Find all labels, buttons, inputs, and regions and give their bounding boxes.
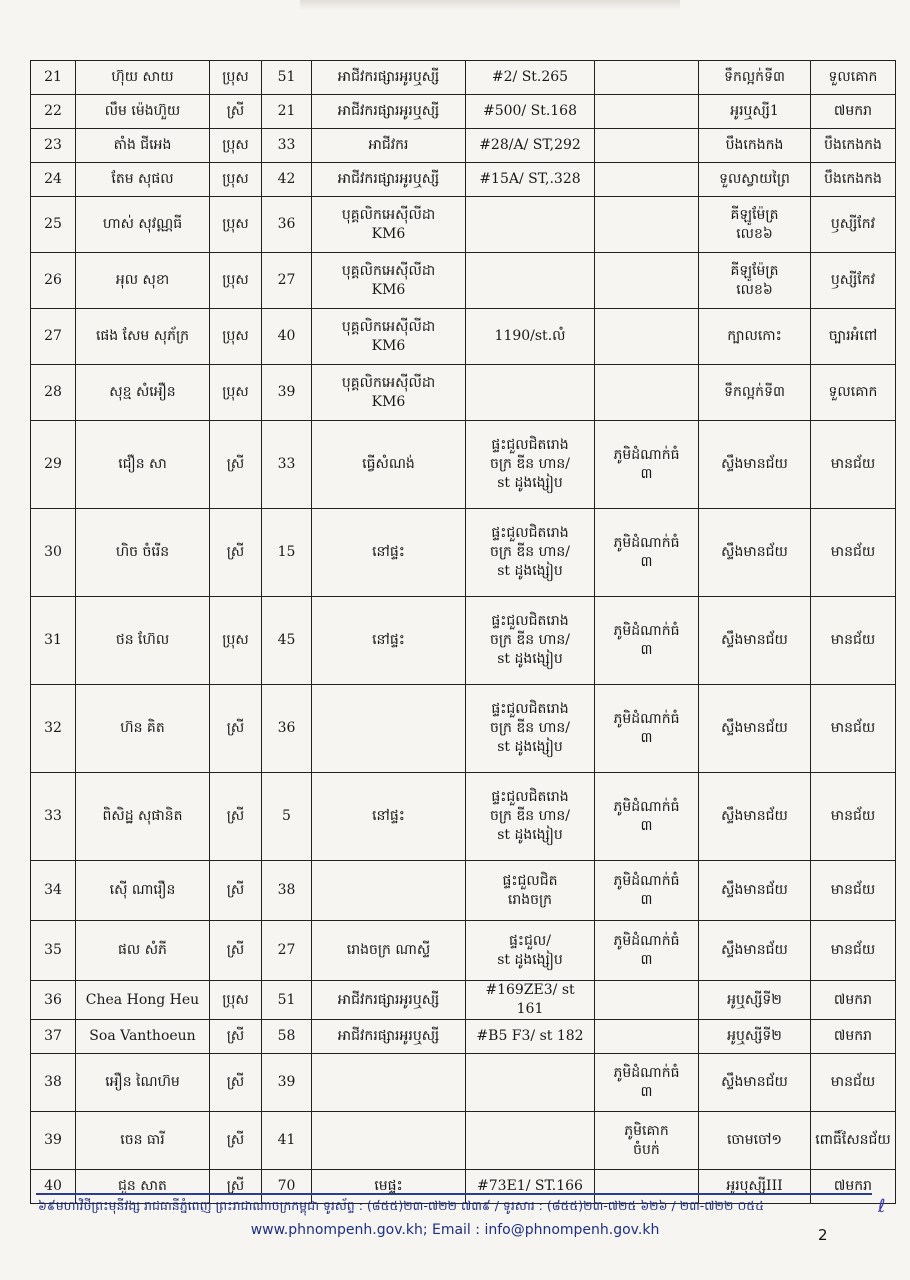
cell-address: 1190/st.លំ [466, 309, 595, 365]
cell-address: ផ្ទះជួលជិតរោង ចក្រ ឌីន ហាន/ st ដូងង្សៀប [466, 685, 595, 773]
cell-address [466, 1112, 595, 1170]
cell-address: #169ZE3/ st 161 [466, 981, 595, 1020]
cell-age: 70 [262, 1170, 312, 1204]
cell-number: 34 [31, 861, 76, 921]
cell-sex: ស្រី [210, 95, 262, 129]
cell-address [466, 365, 595, 421]
cell-age: 27 [262, 921, 312, 981]
cell-number: 38 [31, 1054, 76, 1112]
cell-sex: ប្រុស [210, 61, 262, 95]
cell-sangkat: ទឹកល្អក់ទី៣ [699, 365, 811, 421]
cell-age: 58 [262, 1020, 312, 1054]
cell-sex: ស្រី [210, 1170, 262, 1204]
cell-name: សុខ្ម សំអឿន [76, 365, 210, 421]
cell-sex: ស្រី [210, 421, 262, 509]
cell-address: ផ្ទះជួលជិតរោង ចក្រ ឌីន ហាន/ st ដូងង្សៀប [466, 597, 595, 685]
cell-number: 29 [31, 421, 76, 509]
cell-age: 45 [262, 597, 312, 685]
cell-sex: ប្រុស [210, 365, 262, 421]
cell-address [466, 253, 595, 309]
cell-sangkat: អូរឬស្សី1 [699, 95, 811, 129]
cell-occupation: បុគ្គលិកអេស៊ីលីដា KM6 [312, 309, 466, 365]
cell-address: ផ្ទះជួលជិត រោងចក្រ [466, 861, 595, 921]
cell-name: ជឿន សា [76, 421, 210, 509]
cell-age: 36 [262, 197, 312, 253]
cell-khan: មានជ័យ [811, 773, 896, 861]
table-row [31, 365, 896, 421]
cell-age: 39 [262, 365, 312, 421]
cell-age: 15 [262, 509, 312, 597]
cell-sangkat: ស្ទឹងមានជ័យ [699, 773, 811, 861]
cell-number: 21 [31, 61, 76, 95]
cell-name: Chea Hong Heu [76, 981, 210, 1020]
footer-contact: www.phnompenh.gov.kh; Email : info@phnompenh.gov.kh [250, 1222, 660, 1238]
cell-khan: បឹងកេងកង [811, 163, 896, 197]
page-number: 2 [818, 1226, 828, 1244]
cell-number: 26 [31, 253, 76, 309]
cell-khan: មានជ័យ [811, 921, 896, 981]
cell-number: 32 [31, 685, 76, 773]
footer-address: ៦៩មហាវិថីព្រះមុនីវង្ស រាជធានីភ្នំពេញ ព្រះរាជាណាចក្រកម្ពុជា ទូរស័ព្ទ : (៨៥៥)២៣-៧២២ ៧៣៩ / ទូរសារ : (៨៥៥)២៣-៧២៥ ៦២៦ / ២៣-៧២២ ០៥៤ [38, 1198, 764, 1213]
cell-village: ភូមិគោក ចំបក់ [595, 1112, 699, 1170]
cell-occupation: អាជីវករផ្សារអូរឬស្សី [312, 981, 466, 1020]
cell-name: អុល សុខា [76, 253, 210, 309]
cell-sangkat: ស្ទឹងមានជ័យ [699, 1054, 811, 1112]
cell-name: ផល សំភី [76, 921, 210, 981]
cell-khan: មានជ័យ [811, 597, 896, 685]
cell-village: ភូមិដំណាក់ធំ ៣ [595, 685, 699, 773]
cell-age: 51 [262, 61, 312, 95]
cell-age: 33 [262, 129, 312, 163]
table-row [31, 1112, 896, 1170]
cell-sangkat: ក្បាលកោះ [699, 309, 811, 365]
cell-number: 30 [31, 509, 76, 597]
cell-sex: ប្រុស [210, 597, 262, 685]
cell-age: 41 [262, 1112, 312, 1170]
cell-village [595, 365, 699, 421]
cell-age: 40 [262, 309, 312, 365]
cell-name: ហ៊ន គិត [76, 685, 210, 773]
cell-village [595, 309, 699, 365]
cell-village [595, 1020, 699, 1054]
cell-sex: ស្រី [210, 773, 262, 861]
cell-khan: ៧មករា [811, 95, 896, 129]
cell-sangkat: អូរឬស្សីIII [699, 1170, 811, 1204]
cell-address: ផ្ទះជួលជិតរោង ចក្រ ឌីន ហាន/ st ដូងង្សៀប [466, 421, 595, 509]
cell-name: ថន ហ៊ែល [76, 597, 210, 685]
cell-address: #B5 F3/ st 182 [466, 1020, 595, 1054]
cell-occupation [312, 1112, 466, 1170]
table-row [31, 861, 896, 921]
cell-number: 31 [31, 597, 76, 685]
cell-village [595, 129, 699, 163]
cell-number: 35 [31, 921, 76, 981]
cell-village [595, 197, 699, 253]
cell-name: ចេន ធារី [76, 1112, 210, 1170]
cell-sex: ស្រី [210, 685, 262, 773]
cell-number: 28 [31, 365, 76, 421]
cell-occupation: អាជីវករផ្សារអូរឬស្សី [312, 95, 466, 129]
cell-khan: ឫស្សីកែវ [811, 197, 896, 253]
cell-address: ផ្ទះជួល/ st ដូងង្សៀប [466, 921, 595, 981]
cell-number: 24 [31, 163, 76, 197]
cell-sangkat: អូឬស្សីទី២ [699, 1020, 811, 1054]
cell-village [595, 163, 699, 197]
cell-sangkat: ទួលស្វាយព្រៃ [699, 163, 811, 197]
cell-sangkat: ស្ទឹងមានជ័យ [699, 685, 811, 773]
cell-name: តែម សុផល [76, 163, 210, 197]
cell-name: ផេង សែម សុភ័ក្រ [76, 309, 210, 365]
cell-address: ផ្ទះជួលជិតរោង ចក្រ ឌីន ហាន/ st ដូងង្សៀប [466, 773, 595, 861]
cell-occupation: អាជីវករ [312, 129, 466, 163]
cell-number: 36 [31, 981, 76, 1020]
cell-village [595, 95, 699, 129]
cell-khan: ៧មករា [811, 981, 896, 1020]
cell-sangkat: ស្ទឹងមានជ័យ [699, 597, 811, 685]
cell-village [595, 981, 699, 1020]
cell-age: 39 [262, 1054, 312, 1112]
cell-number: 23 [31, 129, 76, 163]
cell-village [595, 253, 699, 309]
cell-address [466, 197, 595, 253]
cell-number: 37 [31, 1020, 76, 1054]
cell-village: ភូមិដំណាក់ធំ ៣ [595, 921, 699, 981]
cell-name: លឹម ម៉េងហ៊ួយ [76, 95, 210, 129]
cell-sangkat: បឹងកេងកង [699, 129, 811, 163]
cell-age: 51 [262, 981, 312, 1020]
cell-village: ភូមិដំណាក់ធំ ៣ [595, 597, 699, 685]
table-row [31, 309, 896, 365]
table-row [31, 421, 896, 509]
cell-occupation: អាជីវករផ្សារអូរឬស្សី [312, 1020, 466, 1054]
table-row [31, 685, 896, 773]
table-row [31, 773, 896, 861]
cell-number: 33 [31, 773, 76, 861]
cell-occupation: បុគ្គលិកអេស៊ីលីដា KM6 [312, 365, 466, 421]
cell-village: ភូមិដំណាក់ធំ ៣ [595, 421, 699, 509]
cell-sangkat: ស្ទឹងមានជ័យ [699, 421, 811, 509]
top-edge-smudge [300, 0, 680, 10]
cell-age: 42 [262, 163, 312, 197]
cell-khan: ទួលគោក [811, 365, 896, 421]
cell-address: #2/ St.265 [466, 61, 595, 95]
cell-occupation: នៅផ្ទះ [312, 597, 466, 685]
footer-divider [36, 1193, 872, 1195]
cell-number: 39 [31, 1112, 76, 1170]
cell-number: 40 [31, 1170, 76, 1204]
cell-sangkat: ស្ទឹងមានជ័យ [699, 921, 811, 981]
cell-number: 25 [31, 197, 76, 253]
cell-name: ហ៊ុយ សាយ [76, 61, 210, 95]
table-row [31, 163, 896, 197]
cell-age: 5 [262, 773, 312, 861]
cell-address: #15A/ ST,.328 [466, 163, 595, 197]
cell-address: #500/ St.168 [466, 95, 595, 129]
roster-body [31, 61, 896, 1204]
cell-khan: បឹងកេងកង [811, 129, 896, 163]
cell-sex: ប្រុស [210, 309, 262, 365]
table-row [31, 129, 896, 163]
cell-sex: ប្រុស [210, 163, 262, 197]
cell-name: ជួន សាត [76, 1170, 210, 1204]
table-row [31, 61, 896, 95]
table-row [31, 921, 896, 981]
cell-name: ពិសិដ្ឋ សុផានិត [76, 773, 210, 861]
cell-occupation: នៅផ្ទះ [312, 773, 466, 861]
table-row [31, 1054, 896, 1112]
cell-sex: ប្រុស [210, 129, 262, 163]
cell-village: ភូមិដំណាក់ធំ ៣ [595, 861, 699, 921]
cell-name: តាំង ជីអេង [76, 129, 210, 163]
cell-sex: ស្រី [210, 861, 262, 921]
cell-occupation: រោងចក្រ ណាស្ទី [312, 921, 466, 981]
cell-sex: ប្រុស [210, 253, 262, 309]
cell-village: ភូមិដំណាក់ធំ ៣ [595, 509, 699, 597]
table-row [31, 197, 896, 253]
table-row [31, 981, 896, 1020]
cell-sangkat: គីឡូម៉ែត្រ លេខ៦ [699, 197, 811, 253]
cell-name: អឿន ណៃហ៊ម [76, 1054, 210, 1112]
cell-sex: ស្រី [210, 1020, 262, 1054]
cell-sex: ស្រី [210, 921, 262, 981]
cell-address [466, 1054, 595, 1112]
cell-khan: មានជ័យ [811, 861, 896, 921]
cell-age: 21 [262, 95, 312, 129]
cell-sangkat: ស្ទឹងមានជ័យ [699, 509, 811, 597]
cell-village: ភូមិដំណាក់ធំ ៣ [595, 773, 699, 861]
cell-khan: មានជ័យ [811, 509, 896, 597]
cell-occupation: ធ្វើសំណង់ [312, 421, 466, 509]
cell-occupation: អាជីវករផ្សារអូរឬស្សី [312, 163, 466, 197]
cell-village: ភូមិដំណាក់ធំ ៣ [595, 1054, 699, 1112]
cell-name: ហាស់ សុវណ្ណធី [76, 197, 210, 253]
table-row [31, 95, 896, 129]
cell-khan: មានជ័យ [811, 1054, 896, 1112]
cell-sangkat: គីឡូម៉ែត្រ លេខ៦ [699, 253, 811, 309]
cell-khan: ច្បារអំពៅ [811, 309, 896, 365]
cell-occupation [312, 1054, 466, 1112]
cell-address: #73E1/ ST.166 [466, 1170, 595, 1204]
cell-sex: ប្រុស [210, 197, 262, 253]
cell-occupation: មេផ្ទះ [312, 1170, 466, 1204]
cell-age: 38 [262, 861, 312, 921]
table-row [31, 253, 896, 309]
cell-khan: ៧មករា [811, 1170, 896, 1204]
cell-number: 27 [31, 309, 76, 365]
case-roster-table [30, 60, 896, 1204]
cell-khan: មានជ័យ [811, 685, 896, 773]
cell-number: 22 [31, 95, 76, 129]
cell-occupation [312, 685, 466, 773]
handwritten-mark: ℓ [878, 1196, 886, 1217]
table-row [31, 1020, 896, 1054]
cell-khan: ឫស្សីកែវ [811, 253, 896, 309]
cell-khan: ៧មករា [811, 1020, 896, 1054]
cell-sex: ស្រី [210, 1112, 262, 1170]
table-row [31, 597, 896, 685]
table-row [31, 509, 896, 597]
cell-name: ស៊ើ ណារឿន [76, 861, 210, 921]
cell-age: 27 [262, 253, 312, 309]
cell-address: #28/A/ ST,292 [466, 129, 595, 163]
cell-occupation: អាជីវករផ្សារអូរឬស្សី [312, 61, 466, 95]
cell-sangkat: អូឬស្សីទី២ [699, 981, 811, 1020]
cell-khan: ពោធិ៍សែនជ័យ [811, 1112, 896, 1170]
cell-name: ហិច ចំរើន [76, 509, 210, 597]
cell-occupation: នៅផ្ទះ [312, 509, 466, 597]
cell-age: 33 [262, 421, 312, 509]
cell-sangkat: ចោមចៅ១ [699, 1112, 811, 1170]
cell-sex: ស្រី [210, 509, 262, 597]
cell-name: Soa Vanthoeun [76, 1020, 210, 1054]
cell-khan: មានជ័យ [811, 421, 896, 509]
cell-address: ផ្ទះជួលជិតរោង ចក្រ ឌីន ហាន/ st ដូងង្សៀប [466, 509, 595, 597]
cell-sangkat: ទឹកល្អក់ទី៣ [699, 61, 811, 95]
cell-occupation: បុគ្គលិកអេស៊ីលីដា KM6 [312, 253, 466, 309]
cell-village [595, 61, 699, 95]
cell-khan: ទួលគោក [811, 61, 896, 95]
cell-sangkat: ស្ទឹងមានជ័យ [699, 861, 811, 921]
cell-sex: ស្រី [210, 1054, 262, 1112]
cell-age: 36 [262, 685, 312, 773]
cell-occupation: បុគ្គលិកអេស៊ីលីដា KM6 [312, 197, 466, 253]
cell-occupation [312, 861, 466, 921]
cell-sex: ប្រុស [210, 981, 262, 1020]
